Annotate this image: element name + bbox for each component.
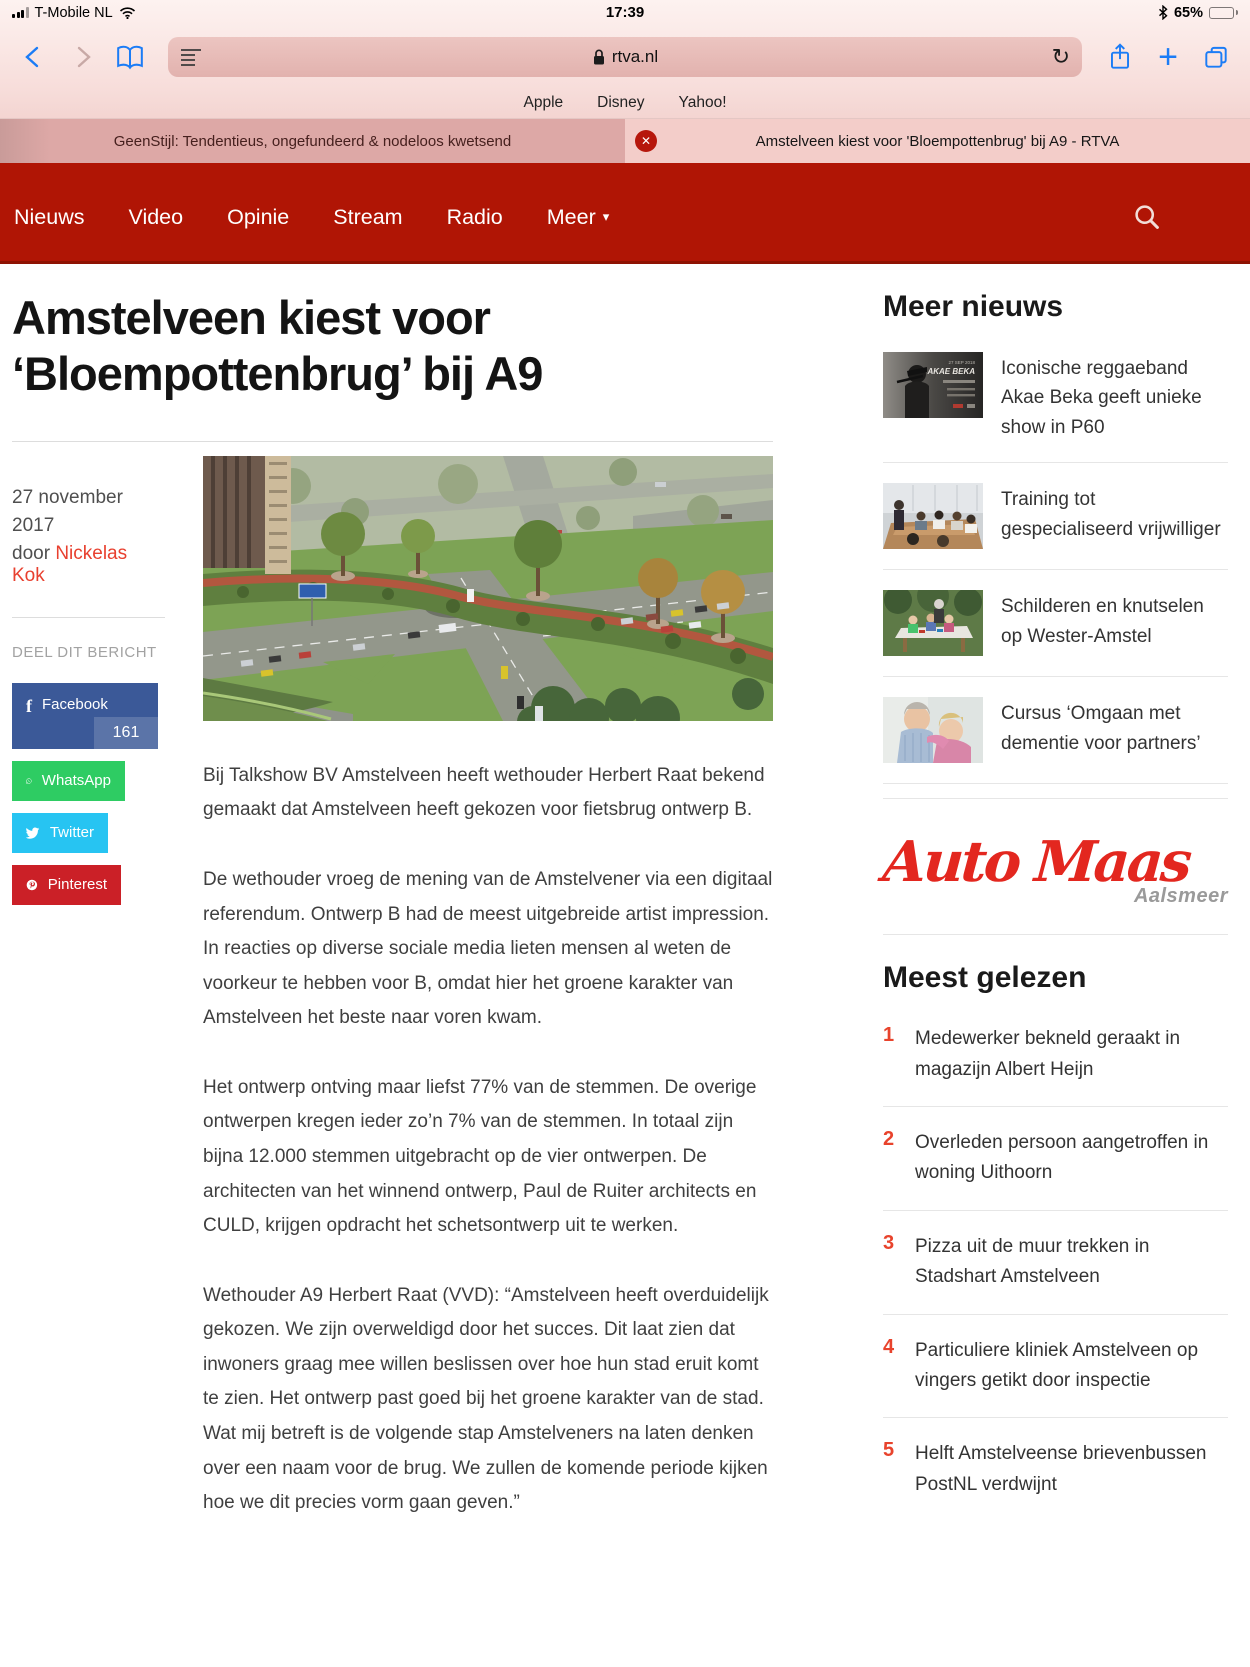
ad-brand-name: Auto Maas (880, 829, 1192, 896)
nav-item-video[interactable]: Video (128, 204, 184, 229)
auto-maas-ad[interactable] (880, 798, 1228, 935)
most-read-section (883, 961, 1228, 1521)
tab-bar (0, 118, 1250, 163)
publish-date: 27 november 2017 (12, 486, 123, 537)
tabs-icon (1202, 43, 1230, 71)
favorite-apple[interactable]: Apple (523, 94, 564, 111)
new-tab-button[interactable] (1148, 37, 1188, 77)
twitter-icon (26, 825, 40, 841)
close-tab-icon[interactable]: ✕ (635, 130, 657, 152)
paragraph: Bij Talkshow BV Amstelveen heeft wethouder Herbert Raat bekend gemaakt dat Amstelveen heeft gekozen voor fietsbrug ontwerp B. (203, 764, 765, 821)
tab-geenstijl[interactable] (0, 119, 625, 163)
headline-divider (12, 441, 773, 442)
news-title: Iconische reggaeband Akae Beka geeft unieke show in P60 (1001, 358, 1202, 438)
back-button[interactable] (14, 37, 54, 77)
search-icon (1132, 202, 1162, 232)
address-bar[interactable] (168, 37, 1082, 77)
most-read-item-5[interactable]: 5 Helft Amstelveense brievenbussen PostNL verdwijnt (883, 1418, 1228, 1521)
thumbnail-outdoor-crafts (883, 590, 983, 656)
news-title: Training tot gespecialiseerd vrijwilliger (1001, 489, 1221, 540)
forward-button[interactable] (62, 37, 102, 77)
most-read-heading: Meest gelezen (883, 961, 1087, 995)
paragraph: De wethouder vroeg de mening van de Amstelvener via een digitaal referendum. Ontwerp B had de meest uitgebreide artist impression. In reacties op diverse sociale media lieten mensen al weten de voorkeur te hebben voor B, omdat hier het groene karakter van Amstelveen het beste naar voren kwam. (203, 868, 773, 1029)
tab-title: Amstelveen kiest voor 'Bloempottenbrug' bij A9 - RTVA (755, 132, 1120, 150)
nav-item-meer[interactable]: Meer ▾ (546, 204, 610, 229)
nav-item-opinie[interactable]: Opinie (227, 204, 290, 229)
paragraph: Wethouder A9 Herbert Raat (VVD): “Amstelveen heeft overduidelijk gekozen. We zijn overweldigd door het succes. Dit laat zien dat inwoners graag mee willen beslissen over hoe hun stad eruit komt te zien. Het ontwerp past goed bij het groene karakter van de stad. Wat mij betreft is de volgende stap Amstelveners na laten denken over een naam voor de brug. We zullen de komende periode kijken hoe we dit precies vorm gaan geven.” (203, 1284, 769, 1514)
most-read-item-4[interactable]: 4 Particuliere kliniek Amstelveen op vingers getikt door inspectie (883, 1315, 1228, 1419)
nav-item-radio[interactable]: Radio (446, 204, 503, 229)
back-chevron-icon (22, 44, 46, 70)
nav-item-nieuws[interactable]: Nieuws (14, 204, 85, 229)
thumbnail-training-meeting (883, 483, 983, 549)
facebook-icon: f (26, 695, 32, 716)
svg-text:AKAE BEKA: AKAE BEKA (927, 367, 975, 376)
news-item-training[interactable] (883, 463, 1228, 570)
ad-brand-location: Aalsmeer (1133, 885, 1228, 908)
share-button[interactable] (1100, 37, 1140, 77)
most-read-item-1[interactable]: 1 Medewerker bekneld geraakt in magazijn Albert Heijn (883, 1003, 1228, 1107)
twitter-share-button[interactable]: Twitter (12, 813, 108, 853)
facebook-share-count: 161 (94, 717, 158, 749)
safari-toolbar (0, 25, 1250, 88)
article-body-column (203, 456, 773, 1556)
news-title: Schilderen en knutselen op Wester-Amstel (1001, 596, 1204, 647)
thumbnail-akae-beka-poster (883, 352, 983, 418)
byline: door Nickelas Kok (12, 542, 128, 586)
svg-text:27 SEP 2018: 27 SEP 2018 (948, 360, 975, 365)
lock-icon (592, 48, 606, 66)
tab-title: GeenStijl: Tendentieus, ongefundeerd & nodeloos kwetsend (113, 132, 512, 150)
rank-number: 1 (883, 1024, 895, 1047)
plus-icon: + (1158, 37, 1178, 76)
news-title: Cursus ‘Omgaan met dementie voor partners’ (1001, 703, 1201, 754)
thumbnail-elderly-couple (883, 697, 983, 763)
more-news-heading: Meer nieuws (883, 290, 1064, 323)
search-button[interactable] (1132, 202, 1162, 232)
news-item-akae-beka[interactable] (883, 332, 1228, 463)
most-read-item-2[interactable]: 2 Overleden persoon aangetroffen in woning Uithoorn (883, 1107, 1228, 1211)
article-body (203, 759, 773, 1521)
facebook-share-button[interactable]: f Facebook 161 (12, 683, 158, 749)
nav-item-stream[interactable]: Stream (333, 204, 403, 229)
paragraph: Het ontwerp ontving maar liefst 77% van de stemmen. De overige ontwerpen kregen ieder zo’n 7% van de stemmen. In totaal zijn bijna 12.000 stemmen uitgebracht op de vier ontwerpen. De architecten van het winnend ontwerp, Paul de Ruiter architects en CULD, krijgen opdracht het schetsontwerp uit te werken. (203, 1076, 757, 1237)
article-main-column (12, 264, 773, 1556)
news-item-schilderen[interactable] (883, 570, 1228, 677)
article-meta-column (12, 456, 165, 1556)
pinterest-share-button[interactable]: Pinterest (12, 865, 121, 905)
bookmarks-button[interactable] (110, 37, 150, 77)
clock: 17:39 (605, 4, 645, 21)
chevron-down-icon: ▾ (602, 209, 610, 224)
rank-number: 2 (883, 1128, 895, 1151)
favorites-bar (0, 88, 1250, 118)
safari-chrome (0, 0, 1250, 163)
article-image-bloempottenbrug (203, 456, 773, 721)
meta-divider (12, 617, 165, 618)
rank-number: 4 (883, 1335, 895, 1358)
reload-button[interactable]: ↻ (1051, 43, 1070, 69)
tab-overview-button[interactable] (1196, 37, 1236, 77)
page-title: Amstelveen kiest voor ‘Bloempottenbrug’ bij A9 (12, 291, 543, 401)
favorite-disney[interactable]: Disney (597, 94, 645, 111)
whatsapp-share-button[interactable]: WhatsApp (12, 761, 125, 801)
book-icon (115, 44, 145, 70)
url-text: rtva.nl (611, 46, 659, 66)
site-navigation (0, 163, 1250, 264)
news-item-dementie[interactable] (883, 677, 1228, 784)
forward-chevron-icon (70, 44, 94, 70)
status-bar (0, 0, 1250, 25)
favorite-yahoo[interactable]: Yahoo! (678, 94, 727, 111)
most-read-item-3[interactable]: 3 Pizza uit de muur trekken in Stadshart Amstelveen (883, 1211, 1228, 1315)
carrier-label: T-Mobile NL (34, 4, 113, 21)
battery-percent-label: 65% (1173, 4, 1203, 21)
whatsapp-icon (26, 772, 32, 790)
tab-rtva-active[interactable] (625, 119, 1250, 163)
rank-number: 3 (883, 1231, 895, 1254)
pinterest-icon (26, 876, 38, 894)
author-link[interactable]: Nickelas Kok (12, 542, 128, 586)
rank-number: 5 (883, 1439, 895, 1462)
share-heading: DEEL DIT BERICHT (12, 643, 157, 661)
share-icon (1107, 42, 1133, 72)
sidebar (880, 264, 1228, 1556)
page-content (0, 264, 1250, 1556)
